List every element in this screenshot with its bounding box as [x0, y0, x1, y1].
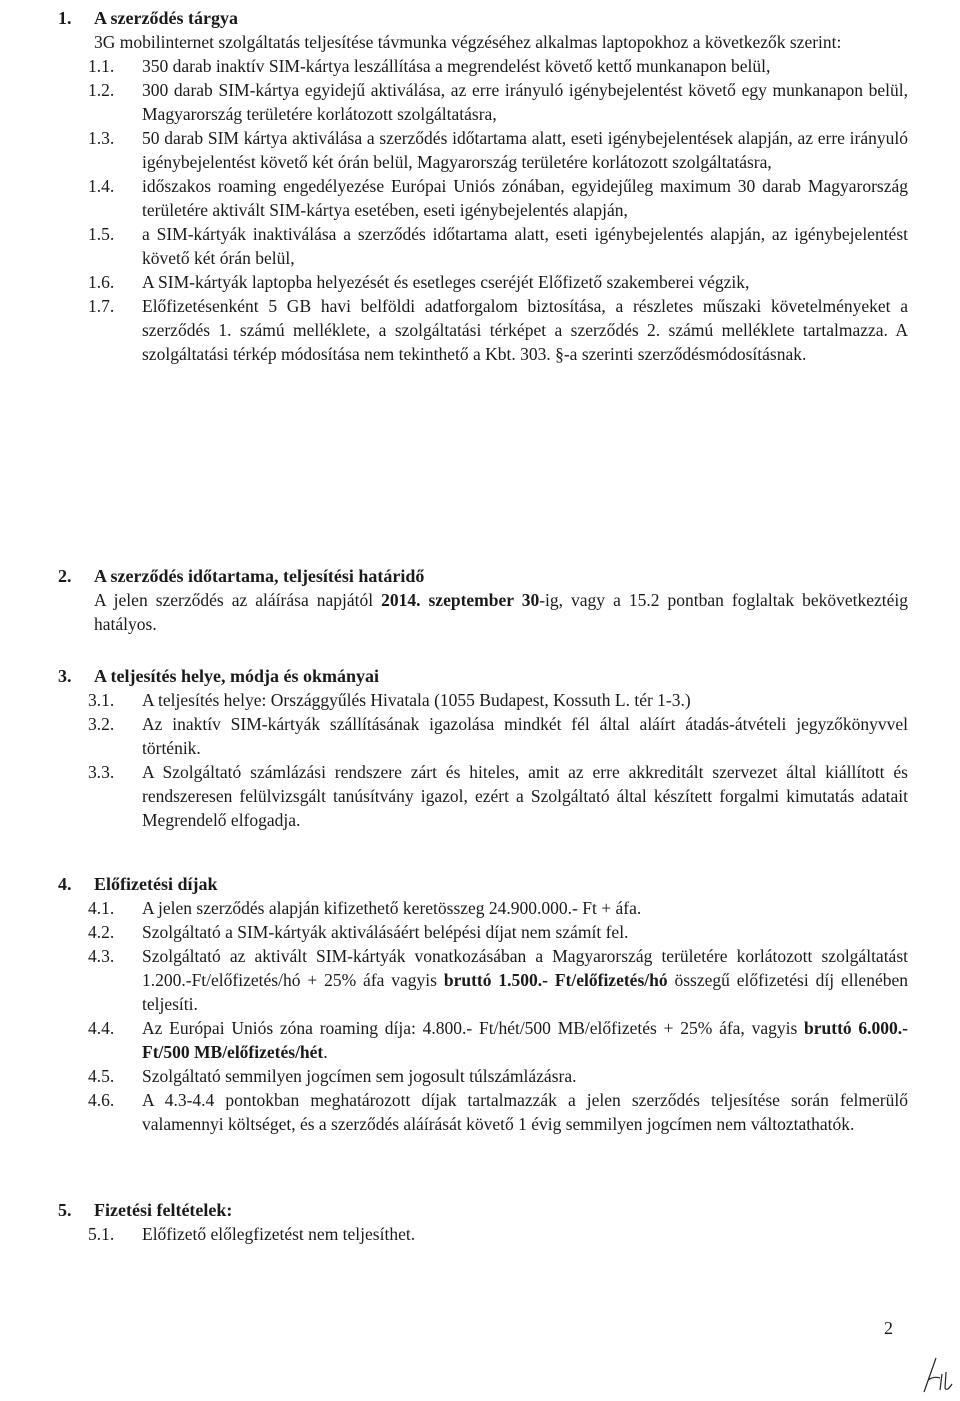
text-run: összegű előfizetési díj ellenében teljesíti.: [142, 970, 908, 1014]
item-text: 50 darab SIM kártya aktiválása a szerződés időtartama alatt, eseti igénybejelentések alapján, az erre irányuló igénybejelentést követő két órán belül, Magyarország területére korlátozott szolgáltatásra,: [142, 128, 908, 172]
item-text: Előfizető előlegfizetést nem teljesíthet.: [142, 1224, 416, 1244]
bold-date: 2014. szeptember 30: [381, 590, 540, 610]
item-text: időszakos roaming engedélyezése Európai Uniós zónában, egyidejűleg maximum 30 darab Magyarország területére aktivált SIM-kártya esetében, eseti igénybejelentés alapján,: [142, 176, 908, 220]
text-run: -ig, vagy a 15.2 pontban foglaltak bekövetkeztéig hatályos.: [94, 590, 909, 634]
item-text: A SIM-kártyák laptopba helyezését és esetleges cseréjét Előfizető szakemberei végzik,: [142, 272, 750, 292]
list-item: [58, 270, 908, 294]
item-number: 4.3.: [88, 946, 115, 966]
section-intro: 3G mobilinternet szolgáltatás teljesítése távmunka végzéséhez alkalmas laptopokhoz a következők szerint:: [94, 32, 842, 52]
item-number: 1.3.: [88, 128, 115, 148]
section-title: Fizetési feltételek:: [94, 1200, 233, 1220]
item-number: 1.2.: [88, 80, 115, 100]
list-item: [58, 688, 908, 712]
section-number: 4.: [58, 874, 72, 894]
section-title: A szerződés időtartama, teljesítési határidő: [94, 566, 425, 586]
item-text: A 4.3-4.4 pontokban meghatározott díjak tartalmazzák a jelen szerződés teljesítése során felmerülő valamennyi költséget, és a szerződés aláírását követő 1 évig semmilyen jogcímen nem változtathatók.: [142, 1090, 908, 1134]
section-4: [58, 872, 908, 1136]
item-text: a SIM-kártyák inaktiválása a szerződés időtartama alatt, eseti igénybejelentés alapján, az igénybejelentést követő két órán belül,: [142, 224, 908, 268]
section-5: [58, 1198, 908, 1246]
section-heading: [58, 1198, 908, 1222]
item-number: 3.2.: [88, 714, 115, 734]
item-number: 5.1.: [88, 1224, 115, 1244]
list-item: [58, 712, 908, 760]
item-text: A teljesítés helye: Országgyűlés Hivatala (1055 Budapest, Kossuth L. tér 1-3.): [142, 690, 691, 710]
list-item: [58, 1222, 908, 1246]
item-text: Előfizetésenként 5 GB havi belföldi adatforgalom biztosítása, a részletes műszaki követelményeket a szerződés 1. számú melléklete, a szolgáltatási térképet a szerződés 2. számú melléklete tartalmazza. A szolgáltatási térkép módosítása nem tekinthető a Kbt. 303. §-a szerinti szerződésmódosításnak.: [142, 296, 908, 364]
item-number: 1.1.: [88, 56, 115, 76]
section-heading: [58, 6, 908, 30]
item-number: 4.4.: [88, 1018, 115, 1038]
bold-price: bruttó 1.500.- Ft/előfizetés/hó: [443, 970, 668, 990]
item-number: 1.6.: [88, 272, 115, 292]
item-number: 1.5.: [88, 224, 115, 244]
item-text: [142, 1016, 908, 1064]
list-item: [58, 294, 908, 366]
text-run: A jelen szerződés az aláírása napjától: [94, 590, 382, 610]
list-item: [58, 1088, 908, 1136]
signature-initials: [920, 1354, 956, 1394]
section-3: [58, 664, 908, 832]
section-text: [94, 588, 908, 636]
item-number: 3.1.: [88, 690, 115, 710]
section-number: 5.: [58, 1200, 72, 1220]
section-heading: [58, 664, 908, 688]
list-item: [58, 1016, 908, 1064]
item-text: [142, 944, 908, 1016]
section-heading: [58, 564, 908, 588]
item-text: 300 darab SIM-kártya egyidejű aktiválása, az erre irányuló igénybejelentést követő egy munkanapon belül, Magyarország területére korlátozott szolgáltatásra,: [142, 80, 908, 124]
item-number: 4.2.: [88, 922, 115, 942]
list-item: [58, 126, 908, 174]
section-number: 3.: [58, 666, 72, 686]
list-item: [58, 1064, 908, 1088]
item-number: 4.1.: [88, 898, 115, 918]
list-item: [58, 944, 908, 1016]
item-text: Az inaktív SIM-kártyák szállításának igazolása mindkét fél által aláírt átadás-átvételi jegyzőkönyvvel történik.: [142, 714, 908, 758]
page-number: 2: [884, 1318, 893, 1338]
list-item: [58, 920, 908, 944]
section-2: [58, 564, 908, 636]
list-item: [58, 54, 908, 78]
item-text: Szolgáltató a SIM-kártyák aktiválásáért belépési díjat nem számít fel.: [142, 922, 629, 942]
section-number: 1.: [58, 8, 72, 28]
item-number: 4.6.: [88, 1090, 115, 1110]
list-item: [58, 896, 908, 920]
bold-price: bruttó 6.000.- Ft/500 MB/előfizetés/hét: [142, 1018, 909, 1062]
item-text: A Szolgáltató számlázási rendszere zárt és hiteles, amit az erre akkreditált szervezet által kiállított és rendszeresen felülvizsgált tanúsítvány igazol, ezért a Szolgáltató által készített forgalmi kimutatás adatait Megrendelő elfogadja.: [142, 762, 908, 830]
list-item: [58, 222, 908, 270]
list-item: [58, 760, 908, 832]
list-item: [58, 78, 908, 126]
section-heading: [58, 872, 908, 896]
section-title: A teljesítés helye, módja és okmányai: [94, 666, 379, 686]
item-text: Szolgáltató semmilyen jogcímen sem jogosult túlszámlázásra.: [142, 1066, 577, 1086]
section-title: Előfizetési díjak: [94, 874, 218, 894]
text-run: Az Európai Uniós zóna roaming díja: 4.800.- Ft/hét/500 MB/előfizetés + 25% áfa, vagyis: [142, 1018, 805, 1038]
section-1: [58, 6, 908, 366]
text-run: Szolgáltató az aktivált SIM-kártyák vonatkozásában a Magyarország területére korlátozott szolgáltatást 1.200.-Ft/előfizetés/hó + 25% áfa vagyis: [142, 946, 908, 990]
item-number: 4.5.: [88, 1066, 115, 1086]
section-number: 2.: [58, 566, 72, 586]
section-title: A szerződés tárgya: [94, 8, 238, 28]
text-run: .: [323, 1042, 328, 1062]
item-text: 350 darab inaktív SIM-kártya leszállítása a megrendelést követő kettő munkanapon belül,: [142, 56, 771, 76]
item-number: 3.3.: [88, 762, 115, 782]
item-number: 1.7.: [88, 296, 115, 316]
item-text: A jelen szerződés alapján kifizethető keretösszeg 24.900.000.- Ft + áfa.: [142, 898, 642, 918]
item-number: 1.4.: [88, 176, 115, 196]
list-item: [58, 174, 908, 222]
